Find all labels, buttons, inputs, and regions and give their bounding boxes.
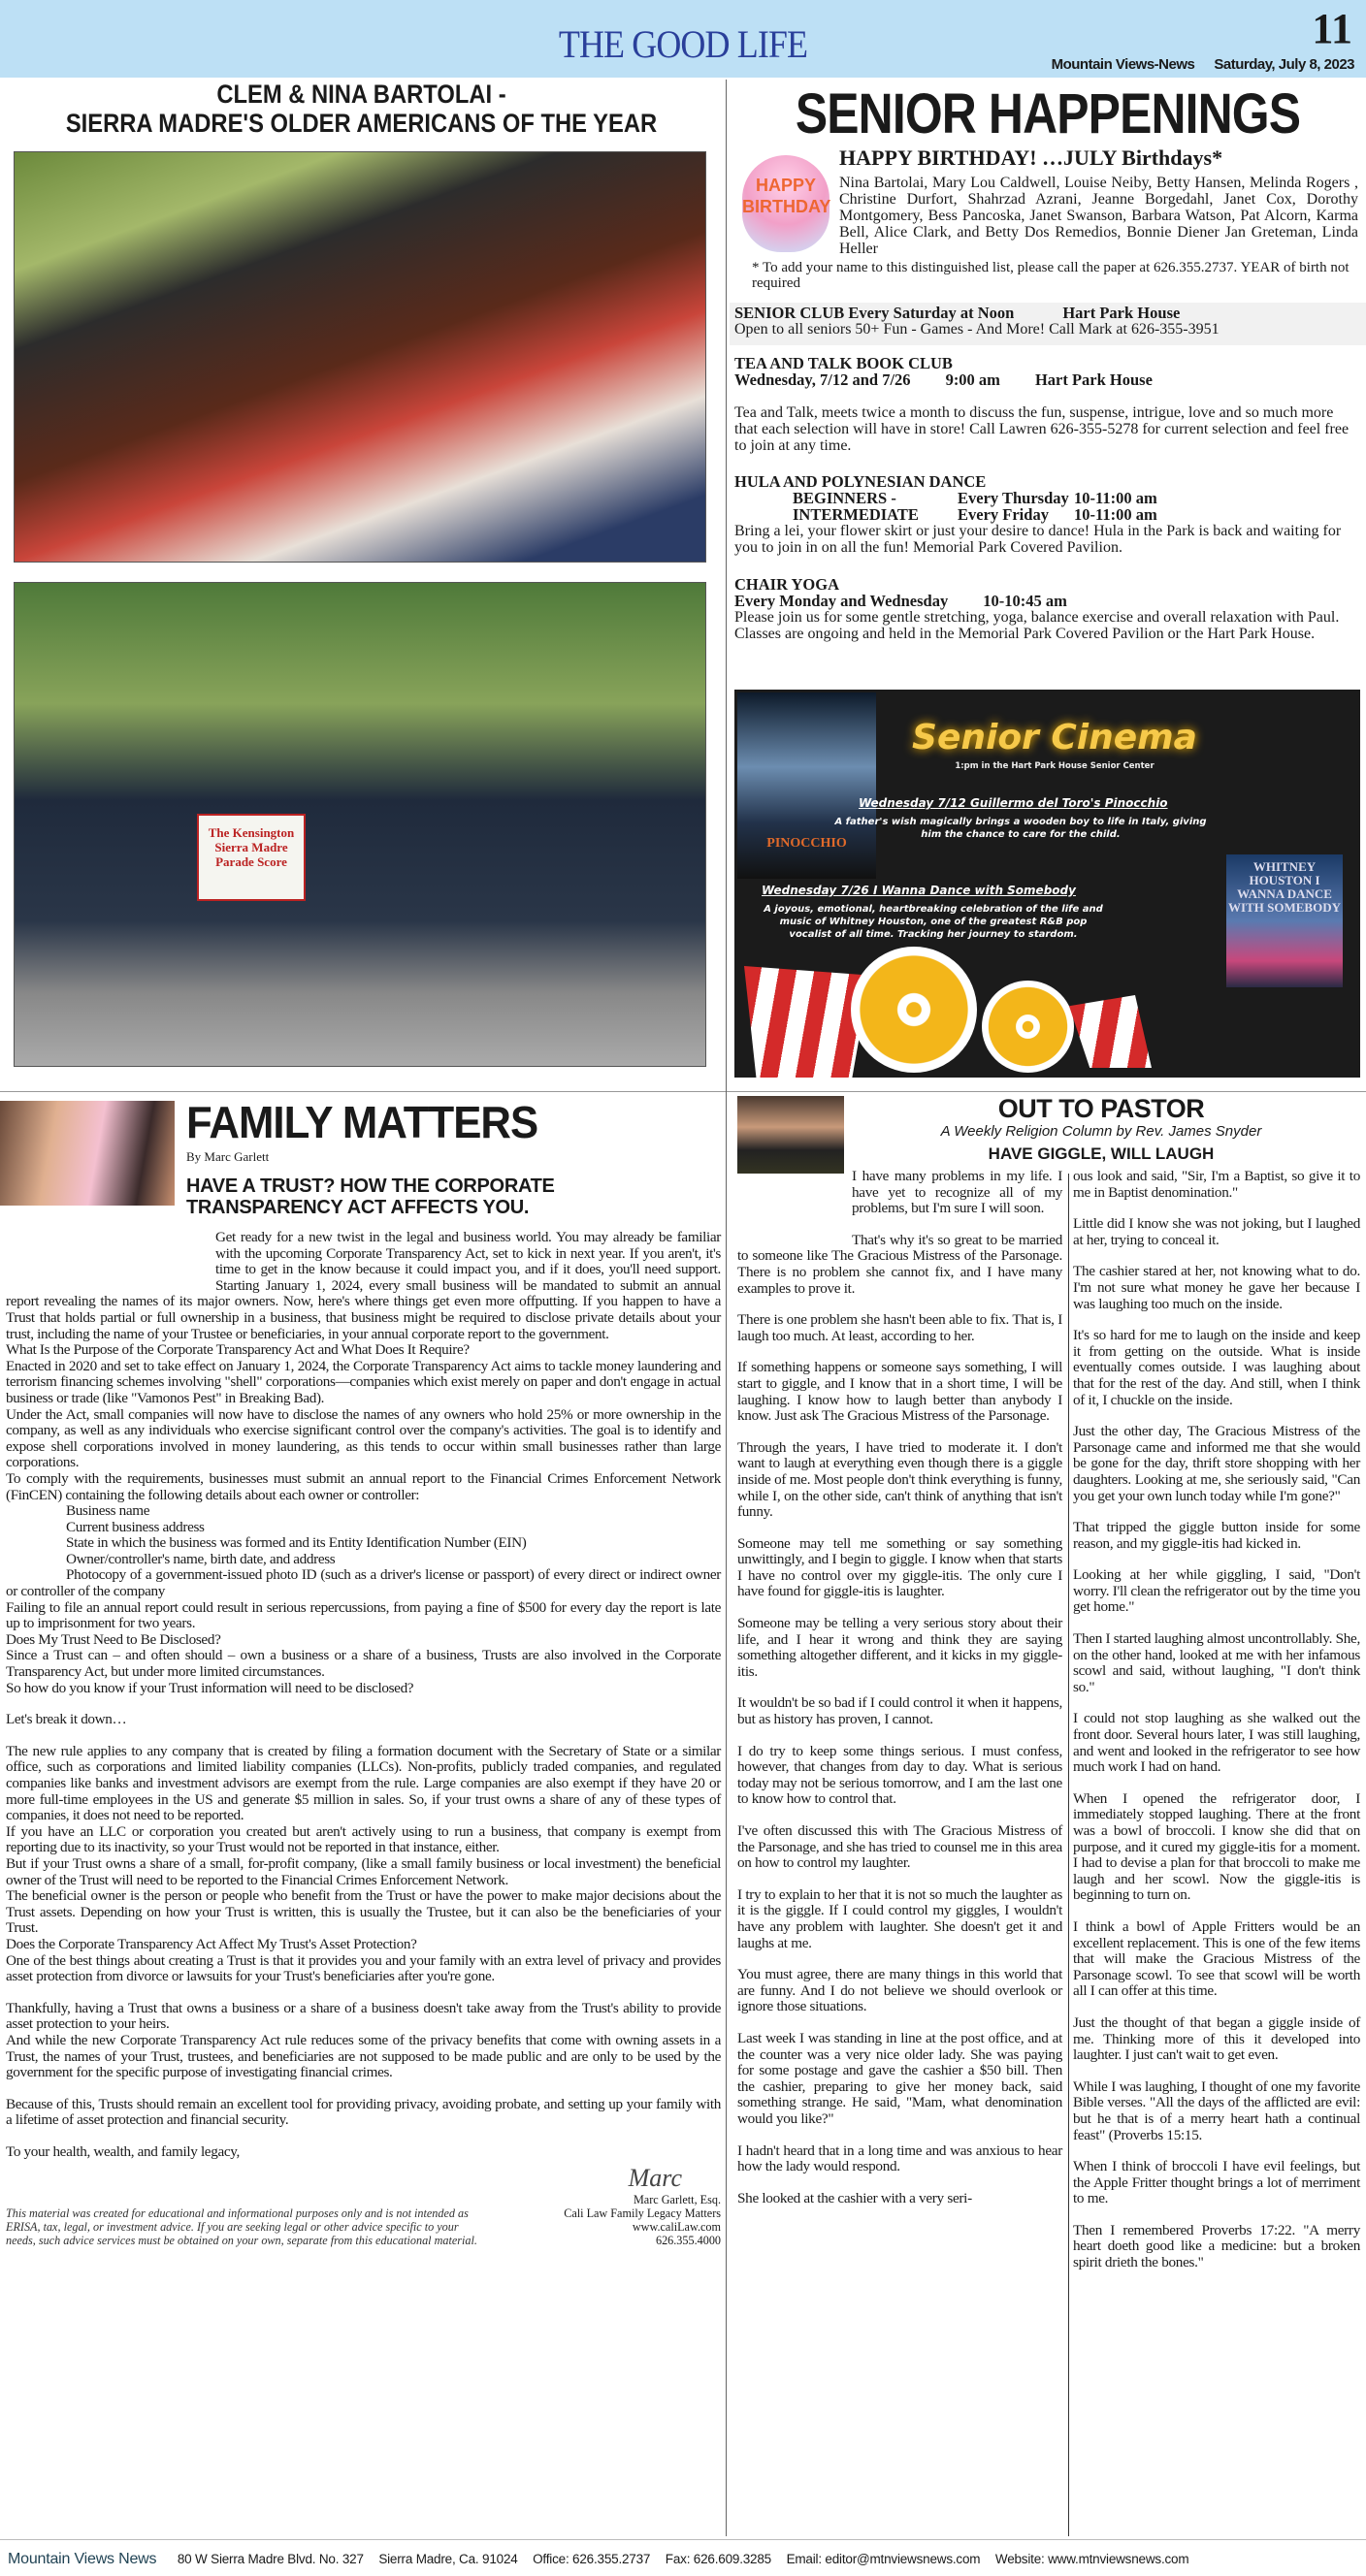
hula-level: BEGINNERS -	[793, 489, 896, 507]
paragraph: Because of this, Trusts should remain an excellent tool for providing privacy, avoiding probate, and setting up your family with a lifetime of asset protection and financial security.	[6, 2095, 721, 2129]
hula-time: 10-11:00 am	[1074, 505, 1157, 524]
birthday-title: HAPPY BIRTHDAY! …JULY Birthdays*	[839, 145, 1223, 170]
paragraph: I've often discussed this with The Gracious Mistress of the Parsonage, and she has tried to counsel me in this area on how to control my laughter.	[737, 1822, 1062, 1872]
movie2-heading: Wednesday 7/26 I Wanna Dance with Somebody	[762, 884, 1076, 897]
paragraph: Does the Corporate Transparency Act Affect My Trust's Asset Protection?	[6, 1935, 417, 1952]
paragraph: I could not stop laughing as she walked out the front door. Several hours later, I was still laughing, and went and looked in the refrigerator to see how much work I had on hand.	[1073, 1710, 1360, 1776]
page-number: 11	[1312, 5, 1352, 52]
paragraph: When I think of broccoli I have evil feelings, but the Apple Fritter thought brings a lot of merriment to me.	[1073, 2158, 1360, 2207]
paragraph: Just the thought of that began a giggle inside of me. Thinking more of this it developed into laughter. I just can't wait to get even.	[1073, 2013, 1360, 2064]
paper-dateline	[1032, 56, 1354, 73]
author-block	[527, 2164, 721, 2247]
list-item: Business name	[66, 1502, 150, 1520]
paper-name: Mountain Views-News	[1051, 56, 1195, 73]
author-contact	[527, 2193, 721, 2247]
contact-line: 626.355.4000	[655, 2234, 721, 2248]
paragraph: If something happens or someone says something, I will start to giggle, and I know that in a short time, I will be laughing. I know how to laugh better than anybody I know. Just ask The Gracious Mistress of the Parsonage.	[737, 1359, 1062, 1425]
paragraph: There is one problem she hasn't been able to fix. That is, I laugh too much. At least, according to her.	[737, 1311, 1062, 1344]
paragraph: She looked at the cashier with a very seri-	[737, 2189, 972, 2206]
footer-city: Sierra Madre, Ca. 91024	[378, 2552, 518, 2566]
film-reel-icon	[982, 981, 1074, 1073]
paragraph: One of the best things about creating a Trust is that it provides you and your family with an extra level of privacy and provides asset protection from divorce or lawsuits for your Trust's beneficiaries after you're gone.	[6, 1951, 721, 1985]
tea-place: Hart Park House	[1034, 370, 1153, 389]
paragraph: So how do you know if your Trust information will need to be disclosed?	[6, 1679, 414, 1696]
paragraph: But if your Trust owns a share of a small, for-profit company, (like a small family business or local investment) the beneficial owner of the Trust will need to be reported to the Financial Crimes Enforcement Network.	[6, 1854, 721, 1888]
paragraph: It's so hard for me to laugh on the inside and keep it from getting on the outside. What is inside eventually comes outside. I was laughing about that for the rest of the day. And still, when I think of it, I chuckle on the inside.	[1073, 1327, 1360, 1408]
senior-happenings-title: SENIOR HAPPENINGS	[795, 82, 1301, 145]
page-footer	[0, 2551, 1366, 2568]
byline: By Marc Garlett	[186, 1149, 270, 1164]
hula-day: Every Thursday	[958, 489, 1069, 507]
family-photo	[0, 1101, 175, 1206]
cake-text: HAPPY BIRTHDAY	[742, 176, 831, 216]
paragraph: Failing to file an annual report could result in serious repercussions, from paying a fine of $500 for every day the report is late up to imprisonment for two years.	[6, 1598, 721, 1632]
paragraph: I hadn't heard that in a long time and was anxious to hear how the lady would respond.	[737, 2141, 1062, 2175]
paragraph: Under the Act, small companies will now have to disclose the names of any owners who hold 25% or more ownership in the company, as well as any individuals who exercise significant control over the company's activities. The goal is to identify and expose shell corporations involved in money laundering, as this tends to occur within small businesses rather than large corporations.	[6, 1405, 721, 1471]
hula-day: Every Friday	[958, 505, 1049, 524]
film-reel-icon	[851, 947, 977, 1073]
movie1-heading: Wednesday 7/12 Guillermo del Toro's Pinocchio	[859, 796, 1168, 810]
paragraph: ous look and said, "Sir, I'm a Baptist, so give it to me in Baptist denomination."	[1073, 1168, 1360, 1201]
contact-line: Cali Law Family Legacy Matters	[564, 2206, 721, 2221]
paragraph: Since a Trust can – and often should – own a business or a share of a business, Trusts are also involved in the Corporate Transparency Act, but under more limited circumstances.	[6, 1647, 721, 1681]
paragraph: Does My Trust Need to Be Disclosed?	[6, 1630, 221, 1648]
paragraph: Then I remembered Proverbs 17:22. "A merry heart doeth good like a medicine: but a broken spirit drieth the bones."	[1073, 2221, 1360, 2271]
column-divider	[726, 80, 727, 1091]
section-title: THE GOOD LIFE	[558, 22, 808, 66]
paragraph: To comply with the requirements, businesses must submit an annual report to the Financial Crimes Enforcement Network (FinCEN) containing the following details about each owner or controller:	[6, 1469, 721, 1503]
signature: Marc	[628, 2164, 682, 2193]
paragraph: It wouldn't be so bad if I could control it when it happens, but as history has proven, I cannot.	[737, 1694, 1062, 1728]
out-to-pastor-title: OUT TO PASTOR	[997, 1094, 1205, 1123]
senior-club	[734, 305, 1360, 338]
column-subtitle: A Weekly Religion Column by Rev. James Snyder	[940, 1123, 1262, 1140]
contact-line: Marc Garlett, Esq.	[633, 2193, 721, 2207]
paragraph: The new rule applies to any company that is created by filing a formation document with the Secretary of State or a similar office, such as corporations and limited liability companies (LLCs). Non-profits, publicly traded companies, and regulated companies like banks and investment advisors are exempt from the rule. Large companies are also exempt if they have 20 or more full-time employees in the US and generate $5 million in sales. So, if your trust owns a share of any of these types of companies, it does not need to be reported.	[6, 1742, 721, 1824]
family-article	[6, 1230, 721, 2247]
paragraph: Someone may tell me something or say something unwittingly, and I begin to giggle. I know when that starts I have no control over my giggle-itis. The only cure I have found for giggle-itis is laughter.	[737, 1534, 1062, 1600]
list-item: Current business address	[66, 1518, 205, 1535]
paragraph: Get ready for a new twist in the legal and business world. You may already be familiar with the upcoming Corporate Transparency Act, set to kick in next year. If you aren't, it's time to get in the know because it could impact you, and if it does, you'll need support. Starting January 1, 2024, every small business will be mandated to submit an annual report revealing the names of its major owners. Now, here's where things get even more offputting. If you happen to have a Trust that holds partial or full ownership in a business, that business might be required to disclose private details about your trust, including the name of your Trustee or beneficiaries, in your annual corporate report to the government.	[6, 1229, 721, 1342]
list-item: Photocopy of a government-issued photo ID (such as a driver's license or passport) of every direct or indirect owner or controller of the company	[6, 1566, 721, 1600]
paragraph: That tripped the giggle button inside for some reason, and my giggle-itis had kicked in.	[1073, 1519, 1360, 1552]
hula-level: INTERMEDIATE	[793, 505, 919, 524]
paragraph: Looking at her while giggling, I said, "Don't worry. I'll clean the refrigerator out by the time you get home."	[1073, 1566, 1360, 1616]
yoga-when: Every Monday and Wednesday	[734, 592, 949, 610]
movie1-description: A father's wish magically brings a wooden boy to life in Italy, giving him the chance to care for the child.	[834, 817, 1207, 840]
family-matters-title: FAMILY MATTERS	[186, 1097, 538, 1147]
paragraph: Through the years, I have tried to moderate it. I don't want to laugh at everything even though there is a giggle inside of me. Most people don't think everything is funny, while I, on the other side, can't think of anything that isn't funny.	[737, 1438, 1062, 1521]
paragraph: If you have an LLC or corporation you created but aren't actively using to run a business, that company is exempt from reporting due to its inactivity, so your Trust would not be reported in that instance, either.	[6, 1822, 721, 1856]
article-footer	[6, 2164, 721, 2247]
article-headline: HAVE GIGGLE, WILL LAUGH	[988, 1144, 1215, 1163]
paragraph: You must agree, there are many things in this world that are funny. And I do not believe we should overlook or ignore those situations.	[737, 1966, 1062, 2015]
yoga-text: Please join us for some gentle stretching, yoga, balance exercise and overall relaxation with Paul. Classes are ongoing and held in the Memorial Park Covered Pavilion or the Hart Park House.	[734, 609, 1340, 642]
disclaimer: This material was created for educational and informational purposes only and is not intended as ERISA, tax, legal, or investment advice. If you are seeking legal or other advice specific to your needs, such advice services must be obtained on your own, separate from this educational material.	[6, 2206, 477, 2248]
lead-headline	[44, 80, 680, 138]
footer-paper-name: Mountain Views News	[8, 2551, 157, 2567]
birthday-block	[752, 175, 1358, 291]
club-heading: SENIOR CLUB Every Saturday at Noon	[734, 304, 1015, 322]
pastor-column-2	[1073, 1169, 1360, 2287]
club-place: Hart Park House	[1062, 304, 1181, 322]
pastor-photo	[737, 1096, 844, 1174]
list-item: Owner/controller's name, birth date, and address	[66, 1550, 336, 1567]
hula-heading: HULA AND POLYNESIAN DANCE	[734, 472, 987, 491]
column-divider	[726, 1091, 727, 2536]
article-subhead: HAVE A TRUST? HOW THE CORPORATE TRANSPARENCY ACT AFFECTS YOU.	[186, 1175, 555, 1218]
birthday-names: Nina Bartolai, Mary Lou Caldwell, Louise Neiby, Betty Hansen, Melinda Rogers , Christine Durfort, Shahrzad Azrani, Jeanne Borgedahl, Janet Cox, Dorothy Montgomery, Bess Pancoska, Janet Swanson, Barbara Watson, Pat Alcorn, Karma Bell, Alice Clark, and Betty Dos Remedios, Bonnie Diener Jan Greteman, Linda Heller	[839, 175, 1358, 257]
footer-fax: Fax: 626.609.3285	[665, 2552, 771, 2566]
tea-heading: TEA AND TALK BOOK CLUB	[734, 354, 953, 372]
footer-email[interactable]: Email: editor@mtnviewsnews.com	[786, 2552, 981, 2566]
popcorn-icon	[1069, 995, 1152, 1068]
contact-line: www.caliLaw.com	[632, 2220, 721, 2235]
tea-and-talk	[734, 355, 1360, 454]
paragraph: I have many problems in my life. I have yet to recognize all of my problems, but I'm sure I will soon.	[852, 1168, 1062, 1217]
footer-website[interactable]: Website: www.mtnviewsnews.com	[994, 2552, 1189, 2566]
club-text: Open to all seniors 50+ Fun - Games - And More! Call Mark at 626-355-3951	[734, 321, 1220, 338]
footer-address: 80 W Sierra Madre Blvd. No. 327	[177, 2552, 364, 2566]
paragraph: Thankfully, having a Trust that owns a business or a share of a business doesn't take away from the Trust's ability to provide asset protection to your heirs.	[6, 1999, 721, 2033]
chair-yoga	[734, 576, 1360, 642]
tea-time: 9:00 am	[945, 370, 1000, 389]
paragraph: And while the new Corporate Transparency Act rule reduces some of the privacy benefits that come with owning assets in a Trust, the names of your Trust, trustees, and beneficiaries are not supposed to be made public and are only to be used by the government for the specific purpose of investigating financial crimes.	[6, 2031, 721, 2081]
birthday-note: * To add your name to this distinguished list, please call the paper at 626.355.2737. YEAR of birth not required	[752, 260, 1350, 291]
paragraph: I think a bowl of Apple Fritters would be an excellent replacement. This is one of the few items that will make the Gracious Mistress of the Parsonage scowl. To see that scowl will be worth all I can offer at this time.	[1073, 1917, 1360, 2000]
parade-car-photo	[14, 582, 706, 1067]
section-divider	[0, 1091, 1366, 1092]
cinema-subtitle: 1:pm in the Hart Park House Senior Center	[955, 761, 1155, 771]
paragraph: Then I started laughing almost uncontrollably. She, on the other hand, looked at me with her infamous scowl and said, without laughing, "I don't think so."	[1073, 1630, 1360, 1695]
paragraph: While I was laughing, I thought of one my favorite Bible verses. "All the days of the afflicted are evil: but he that is of a merry heart hath a continual feast" (Proverbs 15:15.	[1073, 2077, 1360, 2143]
headline-line: SIERRA MADRE'S OLDER AMERICANS OF THE YEAR	[65, 109, 658, 138]
whitney-poster	[1226, 854, 1343, 987]
footer-divider	[0, 2539, 1366, 2540]
issue-date: Saturday, July 8, 2023	[1214, 56, 1354, 73]
paragraph: I do try to keep some things serious. I must confess, however, that changes from day to day. What is serious today may not be serious tomorrow, and I am the last one to know how to control that.	[737, 1742, 1062, 1808]
paragraph: What Is the Purpose of the Corporate Transparency Act and What Does It Require?	[6, 1341, 470, 1359]
hula-time: 10-11:00 am	[1074, 489, 1157, 507]
tea-text: Tea and Talk, meets twice a month to discuss the fun, suspense, intrigue, love and so much more that each selection will have in store! Call Lawren 626-355-5278 for current selection and feel free to join at any time.	[734, 404, 1350, 454]
tea-when: Wednesday, 7/12 and 7/26	[734, 370, 911, 389]
column-divider	[1068, 1174, 1069, 2536]
paragraph: Last week I was standing in line at the post office, and at the counter was a very nice older lady. She was paying for some postage and gave the cashier a $50 bill. Then the cashier, preparing to give her money back, said something strange. He said, "Mam, what denomination would you like?"	[737, 2029, 1062, 2127]
poster-title: WHITNEY HOUSTON I WANNA DANCE WITH SOMEBODY	[1228, 859, 1341, 915]
footer-office: Office: 626.355.2737	[533, 2552, 651, 2566]
yoga-time: 10-10:45 am	[983, 592, 1067, 610]
hula-text: Bring a lei, your flower skirt or just your desire to dance! Hula in the Park is back and waiting for you to join in on all the fun! Memorial Park Covered Pavilion.	[734, 523, 1342, 556]
headline-line: CLEM & NINA BARTOLAI -	[216, 80, 506, 109]
paragraph: Let's break it down…	[6, 1711, 127, 1728]
poster-title: PINOCCHIO	[766, 836, 847, 851]
paragraph: Enacted in 2020 and set to take effect on January 1, 2024, the Corporate Transparency Act aims to tackle money laundering and terrorism financing schemes involving "shell" corporations—companies which exist merely on paper and don't engage in actual business or trade (like "Vamonos Pest" in Breaking Bad).	[6, 1357, 721, 1406]
paragraph: That's why it's so great to be married to someone like The Gracious Mistress of the Parsonage. There is no problem she cannot fix, and I have many examples to prove it.	[737, 1231, 1062, 1297]
paragraph: I try to explain to her that it is not so much the laughter as it is the giggle. If I could control my giggles, I wouldn't have any problem with laughter. She doesn't get it and laughs at me.	[737, 1885, 1062, 1951]
list-item: State in which the business was formed and its Entity Identification Number (EIN)	[66, 1534, 527, 1552]
pastor-column-1	[737, 1169, 1062, 2222]
parade-sign: The Kensington Sierra Madre Parade Score	[197, 814, 306, 901]
hula-dance	[734, 473, 1360, 556]
cinema-title: Senior Cinema	[912, 718, 1197, 757]
family-article-body	[6, 1230, 721, 2160]
paragraph: Someone may be telling a very serious story about their life, and I hear it wrong and think they are saying something altogether different, and it kicks in my giggle-itis.	[737, 1615, 1062, 1680]
senior-cinema-flyer	[734, 690, 1360, 1078]
paragraph: The beneficial owner is the person or people who benefit from the Trust or have the power to make major decisions about the Trust assets. Depending on how your Trust is written, this is usually the Trustee, but it can also be the beneficiaries of your Trust.	[6, 1887, 721, 1937]
bartolai-car-photo	[14, 151, 706, 563]
yoga-heading: CHAIR YOGA	[734, 575, 840, 594]
paragraph: The cashier stared at her, not knowing what to do. I'm not sure what money he gave her because I was laughing too much on the inside.	[1073, 1263, 1360, 1312]
paragraph: Little did I know she was not joking, but I laughed at her, trying to conceal it.	[1073, 1215, 1360, 1248]
signoff: To your health, wealth, and family legacy,	[6, 2142, 240, 2160]
movie2-description: A joyous, emotional, heartbreaking celebration of the life and music of Whitney Houston, one of the greatest R&B pop vocalist of all time. Tracking her journey to stardom.	[764, 904, 1103, 940]
paragraph: Just the other day, The Gracious Mistress of the Parsonage came and informed me that she would be gone for the day, thrift store shopping with her daughters. Looking at me, she seriously said, "Can you get your own lunch today while I'm gone?"	[1073, 1423, 1360, 1504]
paragraph: When I opened the refrigerator door, I immediately stopped laughing. There at the front was a bowl of broccoli. I know she did that on purpose, and it cured my giggle-itis for a moment. I had to devise a plan for that broccoli to make me laugh and her scowl. Now the giggle-itis is beginning to turn on.	[1073, 1789, 1360, 1904]
